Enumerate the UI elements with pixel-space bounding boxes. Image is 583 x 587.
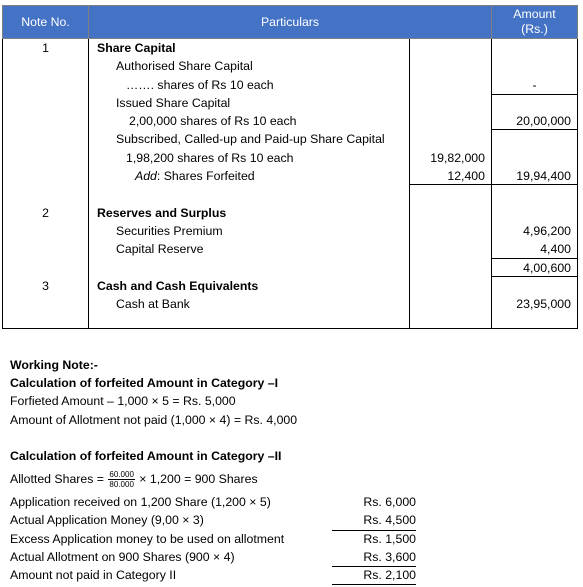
fraction-denominator: 80.000	[109, 480, 134, 490]
add-rest: : Shares Forfeited	[156, 169, 255, 184]
authorised-label: Authorised Share Capital	[116, 59, 253, 74]
header-note-no: Note No.	[3, 6, 89, 39]
add-prefix: Add	[135, 169, 157, 184]
cat1-line1: Forfieted Amount – 1,000 × 5 = Rs. 5,000	[10, 394, 236, 409]
capital-reserve-label: Capital Reserve	[116, 242, 204, 257]
cat2-row-value: Rs. 2,100	[332, 566, 416, 585]
cat2-row-label: Actual Allotment on 900 Shares (900 × 4)	[10, 549, 235, 564]
allotted-fraction	[108, 470, 134, 489]
issued-label: Issued Share Capital	[116, 95, 231, 110]
working-note	[10, 356, 575, 584]
cash-label: Cash at Bank	[116, 297, 190, 312]
issued-shares: 2,00,000 shares of Rs 10 each	[129, 114, 297, 129]
note-2-number: 2	[42, 205, 49, 220]
note-1-number: 1	[42, 41, 49, 55]
cat2-row	[10, 493, 575, 511]
subscribed-value: 19,82,000	[430, 150, 485, 165]
authorised-shares: ……. shares of Rs 10 each	[126, 77, 274, 92]
subscribed-total: 19,94,400	[492, 167, 577, 185]
note-3-row	[3, 277, 578, 329]
header-amount	[492, 6, 578, 39]
reserves-total: 4,00,600	[492, 259, 577, 277]
note-2-title: Reserves and Surplus	[97, 205, 227, 220]
cat2-row-value: Rs. 4,500	[332, 511, 416, 530]
cat2-row-value: Rs. 1,500	[363, 531, 416, 546]
header-row	[3, 6, 578, 39]
subscribed-label: Subscribed, Called-up and Paid-up Share Capital	[116, 132, 385, 147]
securities-premium-label: Securities Premium	[116, 223, 223, 238]
note-1-title: Share Capital	[97, 41, 176, 55]
add-forfeited-label	[89, 167, 409, 185]
cat2-row-label: Application received on 1,200 Share (1,200 × 5)	[10, 495, 271, 510]
securities-premium-amount: 4,96,200	[523, 223, 571, 238]
cat2-row-value: Rs. 3,600	[332, 548, 416, 567]
cat2-row-label: Excess Application money to be used on allotment	[10, 531, 285, 546]
cat2-row	[10, 548, 575, 566]
allotted-shares-line	[10, 465, 575, 493]
cash-amount: 23,95,000	[516, 297, 571, 312]
note-2-row	[3, 204, 578, 277]
issued-amount: 20,00,000	[492, 112, 577, 130]
cat2-row	[10, 530, 575, 548]
authorised-amount: -	[532, 77, 537, 92]
working-heading: Working Note:-	[10, 358, 98, 372]
capital-reserve-amount: 4,400	[492, 240, 577, 258]
subscribed-shares: 1,98,200 shares of Rs 10 each	[126, 150, 294, 165]
cat1-line2: Amount of Allotment not paid (1,000 × 4) = Rs. 4,000	[10, 412, 298, 427]
fraction-numerator: 60.000	[109, 470, 134, 480]
forfeited-value: 12,400	[410, 167, 491, 185]
header-particulars: Particulars	[89, 6, 492, 39]
allotted-prefix: Allotted Shares =	[10, 472, 108, 487]
header-amount-line2: (Rs.)	[521, 22, 548, 36]
cat1-heading: Calculation of forfeited Amount in Category –I	[10, 376, 279, 391]
cat2-row-label: Amount not paid in Category II	[10, 567, 177, 582]
cat2-row	[10, 566, 575, 584]
cat2-heading: Calculation of forfeited Amount in Category –II	[10, 448, 282, 463]
note-3-title: Cash and Cash Equivalents	[97, 278, 259, 293]
notes-table	[2, 5, 578, 329]
header-amount-line1: Amount	[513, 7, 556, 21]
allotted-suffix: × 1,200 = 900 Shares	[135, 472, 258, 487]
cat2-row-label: Actual Application Money (9,00 × 3)	[10, 513, 204, 528]
cat2-row	[10, 511, 575, 529]
note-3-number: 3	[42, 278, 49, 293]
cat2-row-value: Rs. 6,000	[363, 495, 416, 510]
note-1-row	[3, 39, 578, 204]
